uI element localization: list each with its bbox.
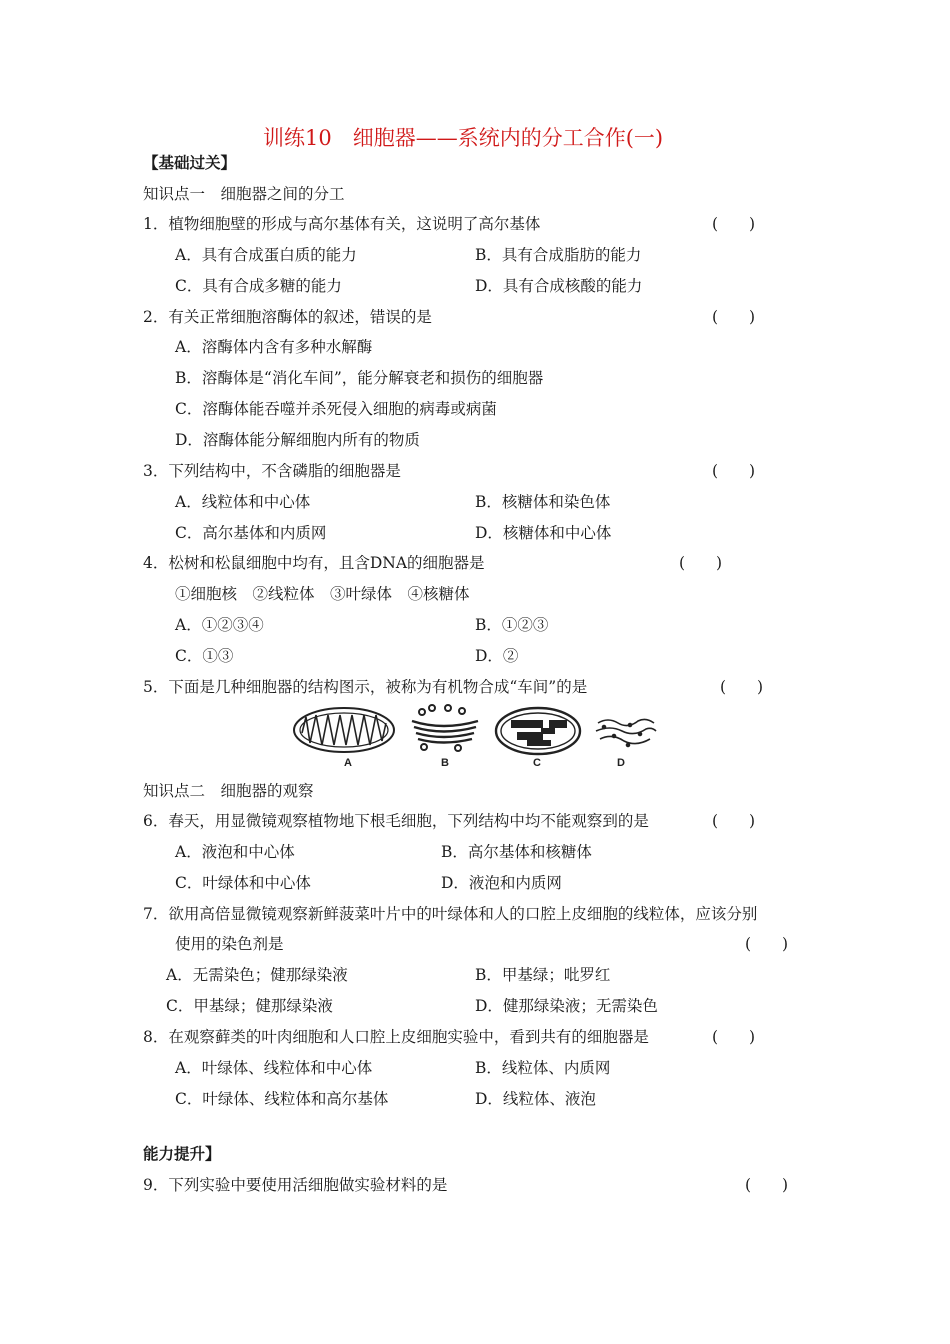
q3-answer-bracket: ( ) <box>712 462 756 480</box>
q9-stem: 9．下列实验中要使用活细胞做实验材料的是 <box>143 1176 448 1194</box>
chloroplast-icon <box>496 708 580 754</box>
q4-answer-bracket: ( ) <box>679 554 723 572</box>
page-title: 训练10 细胞器——系统内的分工合作(一) <box>263 126 664 150</box>
q2-option-c: C．溶酶体能吞噬并杀死侵入细胞的病毒或病菌 <box>175 400 497 418</box>
q7-option-c: C．甲基绿；健那绿染液 <box>166 997 333 1015</box>
q1-option-c: C．具有合成多糖的能力 <box>175 277 342 295</box>
q2-option-d: D．溶酶体能分解细胞内所有的物质 <box>175 431 420 449</box>
q7-option-d: D．健那绿染液；无需染色 <box>475 997 658 1015</box>
q4-option-a: A．①②③④ <box>175 616 264 634</box>
q8-option-c: C．叶绿体、线粒体和高尔基体 <box>175 1090 389 1108</box>
q6-option-c: C．叶绿体和中心体 <box>175 874 311 892</box>
knowledge-point-1: 知识点一 细胞器之间的分工 <box>143 185 345 203</box>
q8-option-b: B．线粒体、内质网 <box>475 1059 611 1077</box>
golgi-apparatus-icon <box>412 705 478 751</box>
organelle-diagram <box>288 703 663 771</box>
q1-stem: 1．植物细胞壁的形成与高尔基体有关，这说明了高尔基体 <box>143 215 541 233</box>
mitochondrion-icon <box>294 708 394 752</box>
section-basic-heading: 【基础过关】 <box>143 153 237 172</box>
q6-option-d: D．液泡和内质网 <box>441 874 562 892</box>
q7-stem: 7．欲用高倍显微镜观察新鲜菠菜叶片中的叶绿体和人的口腔上皮细胞的线粒体，应该分别 <box>143 905 758 923</box>
q6-stem: 6．春天，用显微镜观察植物地下根毛细胞，下列结构中均不能观察到的是 <box>143 812 649 830</box>
q1-option-a: A．具有合成蛋白质的能力 <box>175 246 357 264</box>
q7-option-a: A．无需染色；健那绿染液 <box>166 966 348 984</box>
q2-option-a: A．溶酶体内含有多种水解酶 <box>175 338 373 356</box>
q1-option-d: D．具有合成核酸的能力 <box>475 277 643 295</box>
q2-stem: 2．有关正常细胞溶酶体的叙述，错误的是 <box>143 308 432 326</box>
q8-answer-bracket: ( ) <box>712 1028 756 1046</box>
q2-option-b: B．溶酶体是“消化车间”，能分解衰老和损伤的细胞器 <box>175 369 544 387</box>
q2-answer-bracket: ( ) <box>712 308 756 326</box>
figure-label-c: C <box>533 757 541 769</box>
q7-stem-continued: 使用的染色剂是 <box>175 935 284 953</box>
q4-option-c: C．①③ <box>175 647 234 665</box>
q3-option-a: A．线粒体和中心体 <box>175 493 311 511</box>
q8-stem: 8．在观察藓类的叶肉细胞和人口腔上皮细胞实验中，看到共有的细胞器是 <box>143 1028 649 1046</box>
q7-option-b: B．甲基绿；吡罗红 <box>475 966 611 984</box>
q1-option-b: B．具有合成脂肪的能力 <box>475 246 642 264</box>
section-improve-heading: 能力提升】 <box>143 1144 221 1163</box>
q9-answer-bracket: ( ) <box>745 1176 789 1194</box>
q4-option-d: D．② <box>475 647 519 665</box>
q4-stem: 4．松树和松鼠细胞中均有，且含DNA的细胞器是 <box>143 554 485 572</box>
q4-option-b: B．①②③ <box>475 616 549 634</box>
q8-option-d: D．线粒体、液泡 <box>475 1090 596 1108</box>
q5-answer-bracket: ( ) <box>720 678 764 696</box>
q4-items: ①细胞核 ②线粒体 ③叶绿体 ④核糖体 <box>175 585 470 603</box>
endoplasmic-reticulum-icon <box>596 719 656 746</box>
q6-option-b: B．高尔基体和核糖体 <box>441 843 592 861</box>
figure-label-a: A <box>344 757 352 769</box>
q7-answer-bracket: ( ) <box>745 935 789 953</box>
q3-option-c: C．高尔基体和内质网 <box>175 524 327 542</box>
q8-option-a: A．叶绿体、线粒体和中心体 <box>175 1059 373 1077</box>
q3-option-d: D．核糖体和中心体 <box>475 524 612 542</box>
q3-option-b: B．核糖体和染色体 <box>475 493 611 511</box>
q1-answer-bracket: ( ) <box>712 215 756 233</box>
q6-answer-bracket: ( ) <box>712 812 756 830</box>
q6-option-a: A．液泡和中心体 <box>175 843 295 861</box>
figure-label-d: D <box>617 757 625 769</box>
organelle-figure <box>288 703 663 771</box>
q5-stem: 5．下面是几种细胞器的结构图示，被称为有机物合成“车间”的是 <box>143 678 588 696</box>
knowledge-point-2: 知识点二 细胞器的观察 <box>143 782 314 800</box>
q3-stem: 3．下列结构中，不含磷脂的细胞器是 <box>143 462 401 480</box>
figure-label-b: B <box>441 757 449 769</box>
